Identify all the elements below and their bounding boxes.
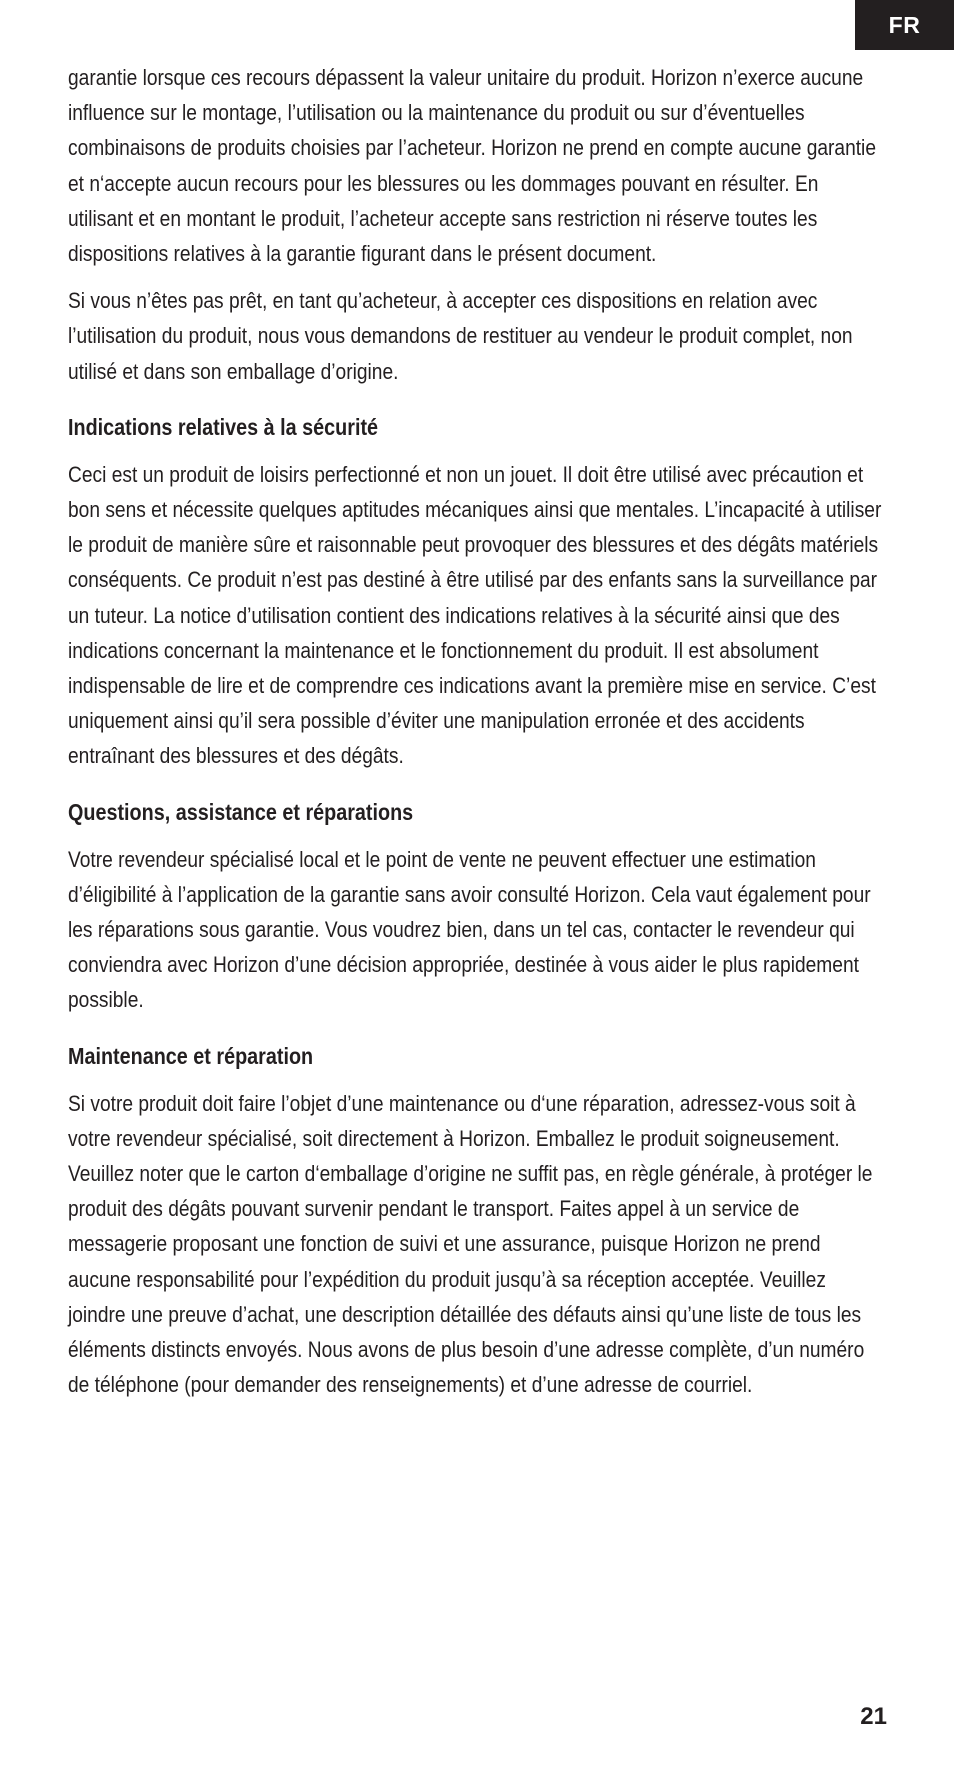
questions-heading: Questions, assistance et réparations bbox=[68, 798, 414, 825]
intro-paragraph-2: Si vous n’êtes pas prêt, en tant qu’acheteur, à accepter ces dispositions en relation avec l’utilisation du produit, nous vous demandons de restituer au vendeur le produit complet, non utilisé et dans son emballage d’origine. bbox=[68, 288, 853, 384]
safety-paragraph: Ceci est un produit de loisirs perfectionné et non un jouet. Il doit être utilisé avec précaution et bon sens et nécessite quelques aptitudes mécaniques ainsi que mentales. L’incapacité à utiliser le produit de manière sûre et raisonnable peut provoquer des blessures et des dégâts matériels conséquents. Ce produit n’est pas destiné à être utilisé par des enfants sans la surveillance par un tuteur. La notice d’utilisation contient des indications relatives à la sécurité ainsi que des indications concernant la maintenance et le fonctionnement du produit. Il est absolument indispensable de lire et de comprendre ces indications avant la première mise en service. C’est uniquement ainsi qu’il sera possible d’éviter une manipulation erronée et des accidents entraînant des blessures et des dégâts. bbox=[68, 461, 882, 769]
document-body bbox=[68, 60, 888, 1403]
maintenance-paragraph: Si votre produit doit faire l’objet d’une maintenance ou d‘une réparation, adressez-vous soit à votre revendeur spécialisé, soit directement à Horizon. Emballez le produit soigneusement. Veuillez noter que le carton d‘emballage d’origine ne suffit pas, en règle générale, à protéger le produit des dégâts pouvant survenir pendant le transport. Faites appel à un service de messagerie proposant une fonction de suivi et une assurance, puisque Horizon ne prend aucune responsabilité pour l’expédition du produit jusqu’à sa réception acceptée. Veuillez joindre une preuve d’achat, une description détaillée des défauts ainsi qu’une liste de tous les éléments distincts envoyés. Nous avons de plus besoin d’une adresse complète, d’un numéro de téléphone (pour demander des renseignements) et d’une adresse de courriel. bbox=[68, 1090, 873, 1398]
safety-heading: Indications relatives à la sécurité bbox=[68, 413, 379, 440]
language-tab: FR bbox=[855, 0, 954, 50]
page-number: 21 bbox=[860, 1703, 887, 1730]
maintenance-heading: Maintenance et réparation bbox=[68, 1042, 314, 1069]
intro-paragraph-1: garantie lorsque ces recours dépassent la valeur unitaire du produit. Horizon n’exerce aucune influence sur le montage, l’utilisation ou la maintenance du produit ou sur d’éventuelles combinaisons de produits choisies par l’acheteur. Horizon ne prend en compte aucune garantie et n‘accepte aucun recours pour les blessures ou les dommages pouvant en résulter. En utilisant et en montant le produit, l’acheteur accepte sans restriction ni réserve toutes les dispositions relatives à la garantie figurant dans le présent document. bbox=[68, 65, 876, 267]
questions-paragraph: Votre revendeur spécialisé local et le point de vente ne peuvent effectuer une estimation d’éligibilité à l’application de la garantie sans avoir consulté Horizon. Cela vaut également pour les réparations sous garantie. Vous voudrez bien, dans un tel cas, contacter le revendeur qui conviendra avec Horizon d’une décision appropriée, destinée à vous aider le plus rapidement possible. bbox=[68, 846, 871, 1013]
